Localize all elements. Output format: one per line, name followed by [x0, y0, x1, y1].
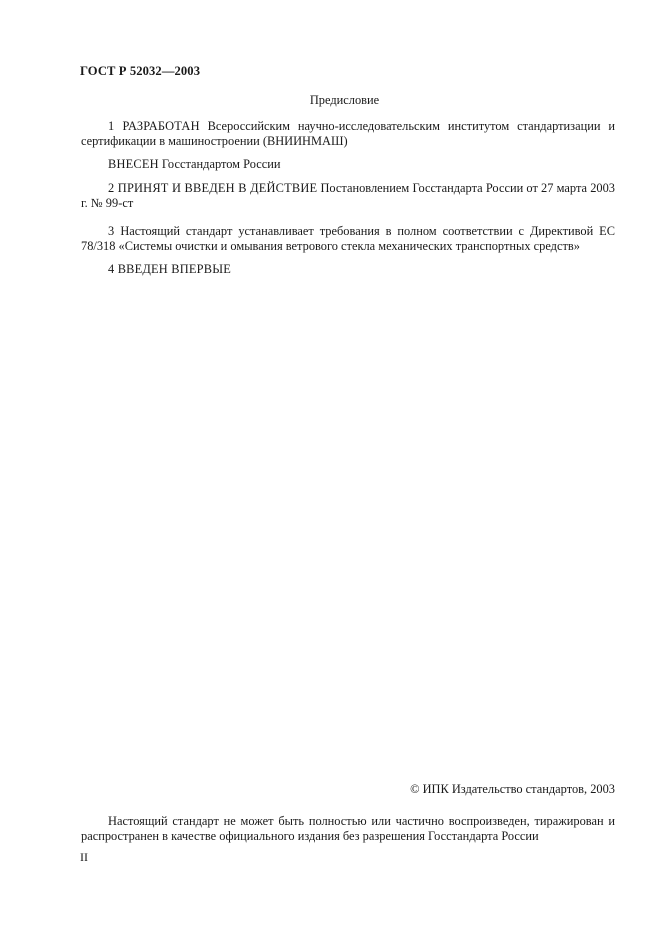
paragraph-lead: 3: [108, 224, 115, 238]
paragraph-compliance: [81, 224, 615, 254]
paragraph-text: Всероссийским научно-исследовательским институтом стандартизации и сертификации в машиностроении (ВНИИНМАШ): [81, 119, 615, 148]
paragraph-text: Постановлением Госстандарта России от 27 марта 2003 г. № 99-ст: [81, 181, 615, 210]
paragraph-text: Госстандартом России: [158, 157, 281, 171]
paragraph-lead: ВНЕСЕН: [108, 157, 159, 171]
standard-code-header: ГОСТ Р 52032—2003: [80, 64, 201, 78]
page-number: II: [80, 850, 88, 864]
paragraph-text: Настоящий стандарт устанавливает требования в полном соответствии с Директивой ЕС 78/318 «Системы очистки и омывания ветрового стекла механических транспортных средств»: [81, 224, 615, 253]
paragraph-introduced-by: [81, 157, 615, 172]
reproduction-notice: Настоящий стандарт не может быть полностью или частично воспроизведен, тиражирован и распространен в качестве официального издания без разрешения Госстандарта России: [81, 814, 615, 843]
paragraph-lead: 4 ВВЕДЕН ВПЕРВЫЕ: [108, 262, 231, 276]
paragraph-adopted: [81, 181, 615, 211]
paragraph-developed-by: [81, 119, 615, 149]
section-title-foreword: Предисловие: [309, 93, 380, 107]
paragraph-lead: 2 ПРИНЯТ И ВВЕДЕН В ДЕЙСТВИЕ: [108, 181, 318, 195]
copyright-line: © ИПК Издательство стандартов, 2003: [410, 782, 615, 796]
paragraph-first-introduced: [81, 262, 615, 277]
paragraph-lead: 1 РАЗРАБОТАН: [108, 119, 200, 133]
